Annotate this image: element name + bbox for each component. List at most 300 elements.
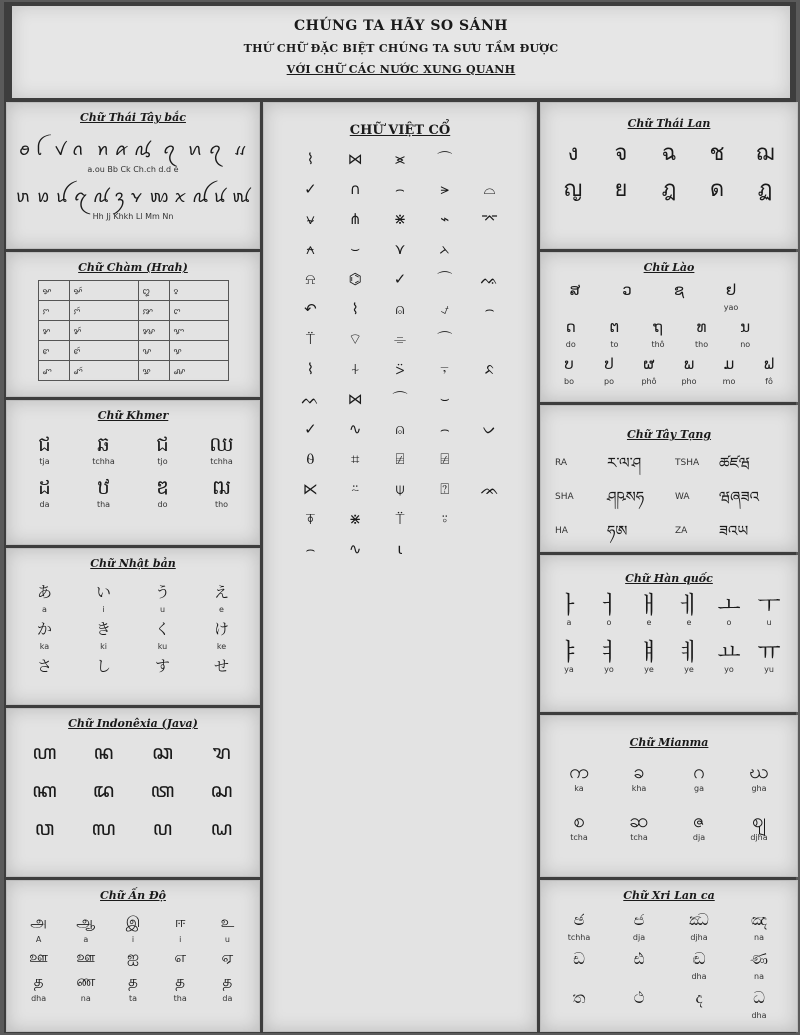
glyph: ⌇ — [306, 150, 315, 168]
table-cell: ꨎ — [169, 321, 228, 341]
panel-title: Chữ Thái Tây bắc — [80, 111, 186, 124]
glyph-cell — [609, 908, 669, 943]
romanization: i — [131, 935, 135, 944]
romanization: phô — [641, 377, 657, 386]
panel-indonesia — [6, 708, 260, 877]
romanization: to — [610, 340, 619, 349]
romanization: tha — [96, 500, 111, 509]
glyph-cell — [192, 654, 251, 678]
glyph: ⌒ — [392, 390, 408, 408]
romanization: dja — [632, 933, 646, 942]
glyph-cell — [709, 593, 749, 628]
glyph-cell — [609, 808, 669, 843]
glyph: ᨕ — [480, 270, 499, 288]
glyph: ㅗ — [717, 591, 741, 619]
glyph: ㅛ — [717, 638, 741, 666]
glyph-cell — [597, 178, 645, 202]
glyph-grid — [15, 580, 251, 678]
glyph: ඣ — [689, 910, 709, 929]
glyph: ⍰ — [440, 480, 450, 498]
romanization: yo — [724, 665, 734, 674]
glyph-cell — [645, 178, 693, 202]
romanization: A — [35, 935, 42, 944]
glyph: ꪚ ꪒ — [54, 140, 85, 160]
glyph: ປ — [604, 355, 614, 373]
glyph: ⍡ — [395, 510, 405, 528]
romanization: fô — [765, 377, 773, 386]
glyph: ဃ — [749, 759, 769, 783]
glyph: த — [33, 972, 44, 990]
panel-khmer — [6, 400, 260, 545]
glyph-cell — [192, 580, 251, 615]
glyph: ㅕ — [597, 638, 621, 666]
romanization: dha — [31, 994, 47, 1003]
glyph-cell — [749, 640, 789, 675]
glyph: ມ — [723, 355, 735, 373]
table-cell: ꨂ — [169, 281, 228, 301]
glyph: ᨅ — [484, 360, 496, 378]
glyph-grid — [549, 352, 789, 387]
romanization: djha — [750, 833, 768, 842]
table-cell: ꨓꩃ — [69, 341, 138, 361]
romanization: i — [179, 935, 182, 944]
glyph: ↶ — [304, 300, 317, 318]
glyph: ✓ — [304, 420, 317, 438]
romanization: u — [766, 618, 772, 627]
glyph-cell — [157, 945, 204, 969]
glyph: ᨆ — [482, 420, 497, 438]
glyph: ⌢ — [395, 180, 405, 198]
glyph: ඡ — [573, 910, 585, 929]
glyph-cell — [62, 945, 109, 969]
glyph: ඩ — [573, 949, 585, 968]
glyph: ㅏ — [557, 591, 581, 619]
glyph: ฏ — [757, 177, 773, 202]
glyph-cell — [669, 759, 729, 794]
romanization: yu — [764, 665, 774, 674]
glyph: す — [154, 657, 170, 675]
glyph: ⍾ — [305, 270, 316, 288]
glyph: ⍭ — [350, 360, 360, 378]
glyph-cell — [74, 617, 133, 652]
romanization: i — [102, 605, 105, 614]
glyph: く — [154, 620, 170, 638]
glyph: ฎ — [661, 177, 677, 202]
glyph-cell — [15, 816, 74, 840]
glyph: ꪎ ꪏ — [174, 187, 209, 207]
glyph: ㅠ — [757, 638, 781, 666]
glyph: ✓ — [393, 270, 407, 288]
glyph: ຟ — [763, 355, 775, 373]
glyph: ཟའཡ — [719, 522, 749, 540]
glyph: ⌗ — [350, 450, 360, 468]
glyph-cell — [669, 986, 729, 1021]
glyph-cell — [549, 808, 609, 843]
glyph: ⋈ — [347, 390, 363, 408]
romanization: bo — [564, 377, 574, 386]
glyph: ᨏ — [480, 480, 499, 498]
romanization: dha — [751, 1011, 767, 1020]
glyph: ꪬ ꪭ — [15, 187, 51, 207]
glyph-cell — [109, 910, 156, 945]
glyph: ⌢ — [439, 420, 450, 438]
glyph: ⍦ — [395, 480, 405, 498]
glyph: ꦢ — [92, 778, 115, 802]
glyph-grid — [288, 148, 512, 560]
glyph-cell — [729, 759, 789, 794]
romanization: ZA — [675, 525, 688, 536]
glyph: எ — [174, 948, 187, 966]
glyph: ⍨ — [350, 480, 360, 498]
glyph: あ — [36, 583, 52, 601]
glyph-cell — [74, 580, 133, 615]
panel-title: Chữ Tây Tạng — [626, 428, 712, 441]
panel-title: Chữ Mianma — [629, 736, 709, 749]
glyph: え — [213, 583, 229, 601]
glyph: い — [95, 583, 111, 601]
glyph-cell — [15, 580, 74, 615]
glyph-cell — [749, 352, 789, 387]
romanization: Hh Jj Khkh Ll Mm Nn — [92, 212, 174, 221]
glyph: ດ — [565, 318, 576, 336]
glyph: ත — [572, 988, 586, 1007]
glyph: ஈ — [174, 913, 186, 931]
panel-lao — [540, 252, 798, 402]
glyph: ㅐ — [637, 591, 661, 619]
glyph-cell — [549, 315, 593, 350]
glyph-cell — [669, 640, 709, 675]
table-row — [38, 341, 228, 361]
table-cell: ꨚ — [38, 361, 69, 381]
glyph: ꪵ — [233, 140, 247, 160]
glyph: ຜ — [643, 355, 655, 373]
table-cell: ꨀꩃ — [69, 281, 138, 301]
glyph: ທ — [696, 318, 707, 336]
romanization: e — [219, 605, 224, 614]
glyph: ⋉ — [302, 480, 318, 498]
poster-subtitle-2: VỚI CHỮ CÁC NƯỚC XUNG QUANH — [286, 63, 516, 76]
panel-title: Chữ Thái Lan — [627, 117, 711, 130]
glyph-cell — [589, 593, 629, 628]
glyph: ཧཨ — [607, 522, 628, 540]
glyph-cell — [74, 740, 133, 764]
table-cell: ꨈ — [169, 301, 228, 321]
glyph-cell — [15, 654, 74, 678]
glyph-cell — [133, 580, 192, 615]
glyph-cell — [74, 654, 133, 678]
glyph: ∿ — [348, 540, 362, 558]
glyph: ⌢ — [305, 540, 316, 558]
glyph: ஊ — [29, 948, 49, 966]
glyph: ด — [709, 177, 725, 202]
glyph — [467, 538, 512, 560]
romanization: ke — [216, 642, 227, 651]
romanization: o — [606, 618, 612, 627]
glyph-cell — [15, 432, 74, 467]
panel-han-quoc — [540, 555, 798, 712]
glyph: ⋈ — [347, 150, 363, 168]
glyph: ⍕ — [305, 510, 315, 528]
romanization: ye — [644, 665, 654, 674]
glyph: う — [154, 583, 170, 601]
glyph-cell — [133, 475, 192, 510]
glyph-cell — [157, 910, 204, 945]
glyph: ⍝ — [395, 420, 405, 438]
glyph: ථ — [633, 988, 645, 1007]
romanization: tchha — [567, 933, 591, 942]
romanization: a — [83, 935, 89, 944]
glyph-cell — [629, 352, 669, 387]
romanization: do — [565, 340, 576, 349]
glyph-cell — [693, 178, 741, 202]
glyph: ⍤ — [440, 510, 450, 528]
glyph: ᨂ — [439, 240, 451, 258]
romanization: e — [646, 618, 652, 627]
glyph: ஏ — [221, 948, 234, 966]
glyph: ⍳ — [397, 540, 403, 558]
glyph: ฌ — [755, 141, 775, 166]
glyph: ⍩ — [395, 360, 405, 378]
romanization: do — [157, 500, 168, 509]
glyph: ✓ — [304, 180, 317, 198]
glyph: ⌁ — [440, 210, 450, 228]
romanization: djha — [690, 933, 708, 942]
glyph-cell — [549, 908, 609, 943]
glyph: ⋔ — [348, 210, 362, 228]
glyph: ឍ — [211, 475, 232, 499]
glyph: ඤ — [750, 910, 768, 929]
table-row — [38, 361, 228, 381]
romanization: yao — [723, 303, 739, 312]
glyph: ⌢ — [484, 300, 495, 318]
glyph: ခ — [633, 759, 645, 783]
glyph: ∿ — [348, 420, 362, 438]
glyph-cell — [589, 352, 629, 387]
glyph: き — [95, 620, 111, 638]
table-row — [38, 301, 228, 321]
panel-mianma — [540, 715, 798, 877]
panel-title: Chữ Indonêxia (Java) — [68, 717, 198, 730]
table-cell: ꨔ — [138, 341, 169, 361]
glyph: ꪕ ꪖ — [187, 140, 222, 160]
romanization: tha — [173, 994, 187, 1003]
cham-table — [38, 280, 229, 381]
glyph: စ — [573, 808, 585, 832]
glyph: က — [569, 759, 589, 783]
glyph: ⪫ — [440, 180, 450, 198]
romanization: na — [80, 994, 91, 1003]
glyph: ㅓ — [597, 591, 621, 619]
glyph: ⌒ — [437, 330, 453, 348]
glyph-cell — [669, 352, 709, 387]
glyph: ධ — [753, 988, 765, 1007]
poster-title: CHÚNG TA HÃY SO SÁNH — [293, 18, 509, 34]
poster-header — [12, 6, 790, 98]
glyph-cell — [549, 352, 589, 387]
glyph: ⌔ — [348, 330, 363, 348]
table-cell: ꨓ — [38, 341, 69, 361]
glyph: ⪤ — [395, 150, 405, 168]
table-cell: ꨛ — [138, 361, 169, 381]
glyph — [467, 238, 512, 260]
glyph-cell — [636, 315, 680, 350]
glyph-cell — [15, 910, 62, 945]
glyph: ඬ — [692, 949, 706, 968]
glyph-cell — [709, 640, 749, 675]
glyph: ဇ — [693, 808, 705, 832]
glyph-cell — [109, 945, 156, 969]
glyph: ⍯ — [395, 450, 405, 468]
glyph-grid — [549, 759, 789, 843]
glyph: ㅔ — [677, 591, 701, 619]
glyph: ꦏ — [32, 778, 57, 802]
romanization: WA — [675, 491, 690, 502]
glyph-grid — [549, 593, 789, 675]
glyph: ย — [614, 177, 628, 202]
glyph: ㅑ — [557, 638, 581, 666]
romanization: gha — [751, 784, 767, 793]
glyph-cell — [729, 986, 789, 1021]
glyph: จ — [614, 141, 628, 166]
panel-chu-viet-co — [263, 102, 537, 1032]
romanization: ta — [128, 994, 138, 1003]
glyph-grid — [549, 278, 757, 313]
glyph — [467, 448, 512, 470]
panel-title: Chữ Ấn Độ — [100, 889, 166, 902]
table-cell: ꨁ — [138, 281, 169, 301]
glyph: ⍪ — [440, 360, 450, 378]
romanization: SHA — [555, 491, 574, 502]
glyph-cell — [74, 475, 133, 510]
glyph: ꦥ — [152, 816, 173, 840]
glyph-cell — [729, 808, 789, 843]
glyph: ཝཞཟའ — [719, 488, 760, 506]
panel-title: CHỮ VIỆT CỔ — [349, 123, 451, 138]
glyph-cell — [597, 142, 645, 166]
glyph-cell — [157, 969, 204, 1004]
glyph-cell — [192, 432, 251, 467]
glyph: ꦭ — [91, 816, 116, 840]
glyph-row — [13, 185, 253, 209]
romanization: da — [222, 994, 233, 1003]
glyph-grid — [549, 142, 789, 202]
glyph: ⍝ — [395, 300, 405, 318]
glyph: ⌣ — [439, 390, 450, 408]
panel-title: Chữ Nhật bản — [90, 557, 176, 570]
glyph: ꪙ ꪘ — [213, 187, 251, 207]
glyph-grid — [15, 910, 251, 1004]
glyph: ບ — [564, 355, 574, 373]
glyph-cell — [133, 432, 192, 467]
glyph-cell — [15, 778, 74, 802]
glyph: ຖ — [653, 318, 663, 336]
glyph: ឆ — [97, 432, 110, 456]
romanization: ka — [39, 642, 50, 651]
glyph-cell — [549, 278, 601, 313]
glyph: ꪮ ꪶ — [19, 140, 43, 160]
glyph: ㅜ — [757, 591, 781, 619]
glyph: ⋎ — [394, 240, 406, 258]
panel-cham — [6, 252, 260, 397]
glyph-cell — [133, 617, 192, 652]
glyph — [422, 538, 467, 560]
glyph-grid — [549, 908, 789, 1021]
table-cell: ꨆ — [38, 301, 69, 321]
glyph: ජ — [633, 910, 645, 929]
glyph: இ — [125, 913, 141, 931]
glyph-cell — [109, 969, 156, 1004]
panel-title: Chữ Xri Lan ca — [623, 889, 715, 902]
glyph: ᨓ — [301, 390, 320, 408]
glyph: ญ — [563, 177, 583, 202]
glyph: ஆ — [76, 913, 96, 931]
romanization: tcha — [630, 833, 648, 842]
panel-tay-tang — [540, 405, 798, 552]
glyph-cell — [192, 816, 251, 840]
glyph-cell — [192, 778, 251, 802]
romanization: mo — [722, 377, 736, 386]
glyph-cell — [15, 617, 74, 652]
glyph: ꪄ ꪅ — [92, 187, 126, 207]
glyph-cell — [15, 740, 74, 764]
glyph-cell — [669, 908, 729, 943]
glyph: ឋ — [97, 475, 110, 499]
table-cell: ꨜ — [169, 361, 228, 381]
glyph-cell — [549, 986, 609, 1021]
glyph-cell — [680, 315, 724, 350]
romanization: ku — [157, 642, 168, 651]
glyph: ⍬ — [305, 450, 315, 468]
glyph: ꦝ — [210, 816, 233, 840]
glyph: ද — [695, 988, 703, 1007]
glyph-cell — [723, 315, 767, 350]
glyph: ⌇ — [351, 300, 359, 318]
panel-nhat-ban — [6, 548, 260, 705]
glyph-cell — [609, 986, 669, 1021]
glyph: ដ — [38, 475, 51, 499]
romanization: a.ou Bb Ck Ch.ch d.d e — [87, 165, 179, 174]
glyph-cell — [192, 740, 251, 764]
glyph: ꦮ — [34, 816, 55, 840]
glyph: ง — [567, 141, 579, 166]
glyph-cell — [669, 593, 709, 628]
glyph: ສ — [569, 281, 581, 299]
glyph: ཚཛཝ — [719, 454, 751, 472]
romanization: ka — [574, 784, 584, 793]
glyph: か — [36, 620, 52, 638]
glyph: ⍻ — [440, 300, 449, 318]
glyph: ຊ — [673, 281, 685, 299]
panel-xri-lan-ca — [540, 880, 798, 1032]
glyph-cell — [133, 816, 192, 840]
panel-title: Chữ Chàm (Hrah) — [78, 261, 188, 274]
glyph-table — [555, 451, 787, 543]
glyph: ར་ལ་ཤ — [607, 454, 642, 472]
glyph-cell — [749, 593, 789, 628]
glyph: ⋇ — [393, 210, 407, 228]
glyph-cell — [204, 969, 251, 1004]
glyph-cell — [549, 593, 589, 628]
glyph-cell — [15, 945, 62, 969]
glyph: ꪊ ꪋ — [55, 187, 88, 207]
glyph — [467, 328, 512, 350]
glyph-grid — [15, 740, 251, 840]
romanization: po — [604, 377, 614, 386]
romanization: tcha — [570, 833, 588, 842]
glyph: ⌬ — [348, 270, 362, 288]
glyph: ⌒ — [437, 270, 453, 288]
glyph-cell — [74, 432, 133, 467]
